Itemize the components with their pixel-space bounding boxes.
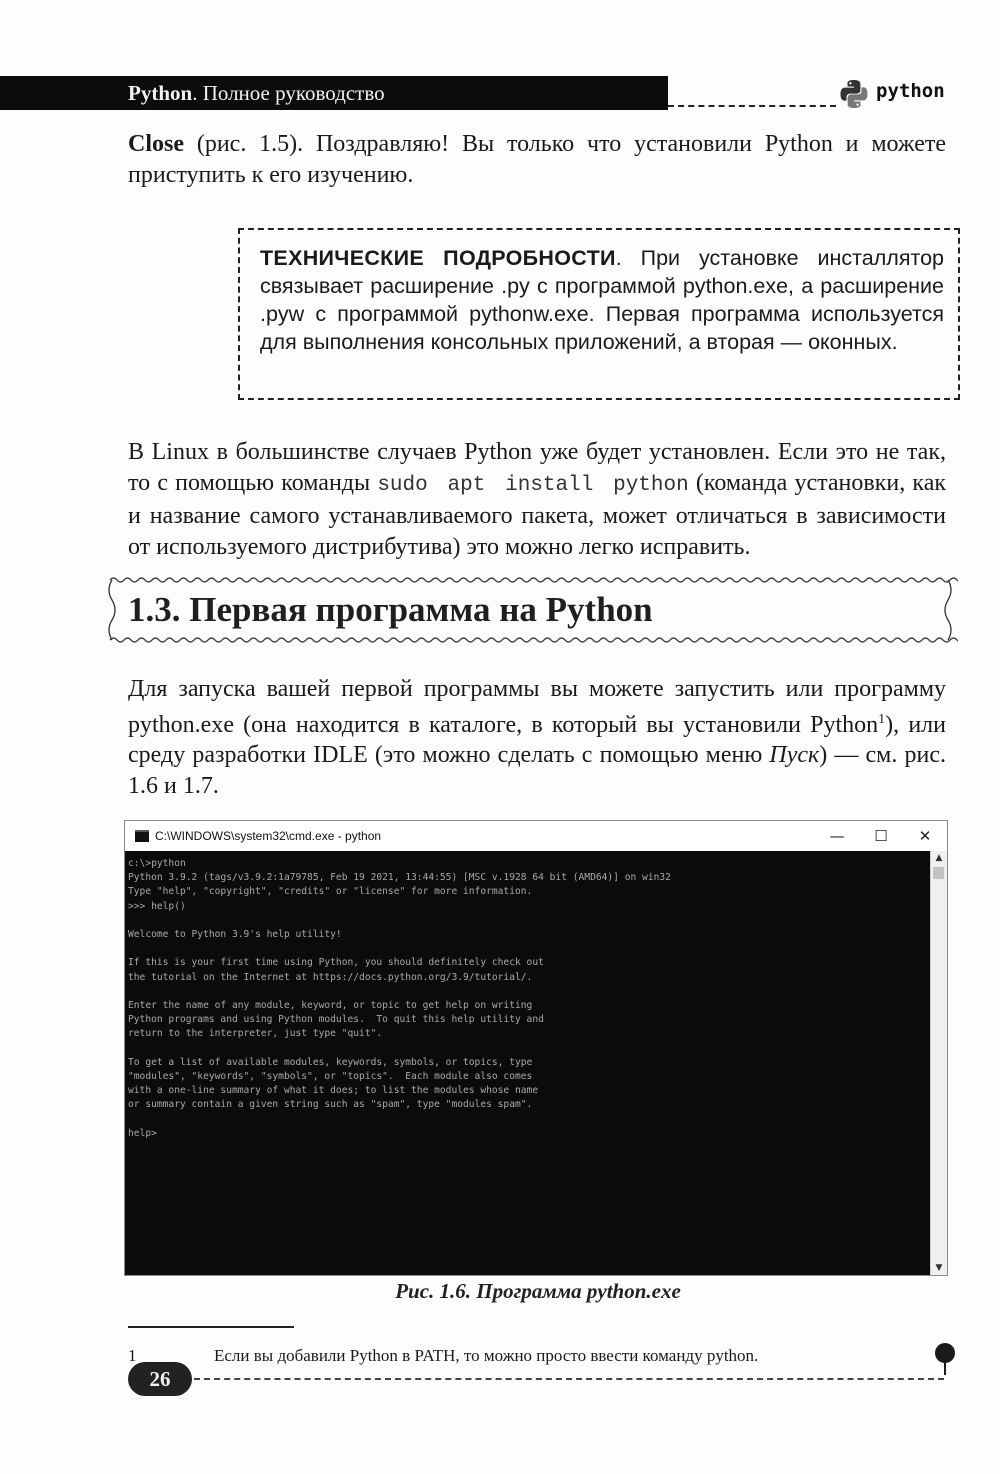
technical-note <box>238 228 960 400</box>
scroll-up-icon[interactable]: ▲ <box>935 853 943 863</box>
run-text-1: Для запуска вашей первой программы вы можете запустить или программу python.exe (она находится в каталоге, в который вы установили Python <box>128 676 946 738</box>
python-logo-icon <box>838 78 870 110</box>
frame-top-wave <box>110 578 958 582</box>
footnote-number: 1 <box>128 1346 137 1365</box>
console-line <box>128 914 927 928</box>
note-lead: ТЕХНИЧЕСКИЕ ПОДРОБНОСТИ <box>260 246 616 270</box>
page-number: 26 <box>128 1362 192 1396</box>
frame-bottom-wave <box>110 638 958 642</box>
install-command: sudo apt install python <box>377 473 689 497</box>
frame-left-wave <box>109 580 115 640</box>
run-text-3: ) — см. рис. 1.6 и 1.7. <box>128 742 947 799</box>
scroll-down-icon[interactable]: ▼ <box>935 1263 943 1273</box>
console-line: >>> help() <box>128 900 186 912</box>
scrollbar[interactable] <box>930 851 947 1275</box>
menu-name: Пуск <box>769 742 820 768</box>
close-button[interactable]: ✕ <box>918 827 932 845</box>
linux-paragraph <box>128 437 946 562</box>
header-book-subtitle: . Полное руководство <box>192 81 385 105</box>
console-icon <box>135 830 149 842</box>
intro-text: (рис. 1.5). Поздравляю! Вы только что установили Python и можете приступить к его изучению. <box>128 131 946 188</box>
run-paragraph <box>128 674 946 801</box>
cmd-title: C:\WINDOWS\system32\cmd.exe - python <box>155 829 382 843</box>
scroll-thumb[interactable] <box>933 867 944 879</box>
console-line: To get a list of available modules, keywords, symbols, or topics, type <box>128 1056 533 1068</box>
console-line: Enter the name of any module, keyword, or topic to get help on writing <box>128 999 533 1011</box>
intro-paragraph <box>128 129 946 191</box>
intro-bold: Close <box>128 131 184 157</box>
console-line: return to the interpreter, just type "quit". <box>128 1028 383 1040</box>
header-book-title: Python <box>128 81 193 105</box>
footnote-text: Если вы добавили Python в PATH, то можно просто ввести команду python. <box>214 1346 759 1365</box>
section-heading: 1.3. Первая программа на Python <box>128 590 653 629</box>
cmd-titlebar[interactable] <box>125 821 947 852</box>
minimize-button[interactable]: — <box>829 827 845 845</box>
console-line: with a one-line summary of what it does; to list the modules whose name <box>128 1085 539 1096</box>
console-output[interactable] <box>125 851 931 1275</box>
console-line: Welcome to Python 3.9's help utility! <box>128 928 342 940</box>
console-line: or summary contain a given string such as "spam", type "modules spam". <box>128 1099 533 1111</box>
header-divider <box>668 105 836 107</box>
run-text-2: ), или среду разработки IDLE (это можно сделать с помощью меню <box>128 711 946 768</box>
footer-divider <box>194 1378 944 1380</box>
pin-icon <box>932 1342 958 1376</box>
console-line <box>128 985 927 999</box>
console-line <box>128 1112 927 1126</box>
footnote-rule <box>128 1326 294 1328</box>
console-line: If this is your first time using Python, you should definitely check out <box>128 957 544 969</box>
maximize-button[interactable]: ☐ <box>874 827 888 845</box>
console-line: Python programs and using Python modules. To quit this help utility and <box>128 1014 544 1026</box>
cmd-window <box>124 820 948 1276</box>
console-line <box>128 942 927 956</box>
python-logo-text: python <box>876 80 945 102</box>
console-line <box>128 1041 927 1055</box>
running-header <box>0 76 668 110</box>
frame-right-wave <box>945 580 951 640</box>
linux-text-after: (команда установки, как и название самого устанавливаемого пакета, может отличаться в зависимости от используемого дистрибутива) это можно легко исправить. <box>128 469 947 560</box>
note-text: . При установке инсталлятор связывает расширение .py с программой python.exe, а расширение .pyw с программой pythonw.exe. Первая программа используется для выполнения консольных приложений, а вторая — оконных. <box>260 246 944 354</box>
console-line: Type "help", "copyright", "credits" or "license" for more information. <box>128 886 533 898</box>
footnote-ref: 1 <box>878 711 886 727</box>
console-line: Python 3.9.2 (tags/v3.9.2:1a79785, Feb 19 2021, 13:44:55) [MSC v.1928 64 bit (AMD64)] on win32 <box>128 872 671 884</box>
console-line: help> <box>128 1127 157 1139</box>
linux-text-before: В Linux в большинстве случаев Python уже будет установлен. Если это не так, то с помощью команды <box>128 439 946 496</box>
console-line: "modules", "keywords", "symbols", or "topics". Each module also comes <box>128 1070 533 1082</box>
console-line: c:\>python <box>128 858 186 869</box>
figure-caption: Рис. 1.6. Программа python.exe <box>395 1279 681 1303</box>
console-line: the tutorial on the Internet at https://docs.python.org/3.9/tutorial/. <box>128 971 533 983</box>
